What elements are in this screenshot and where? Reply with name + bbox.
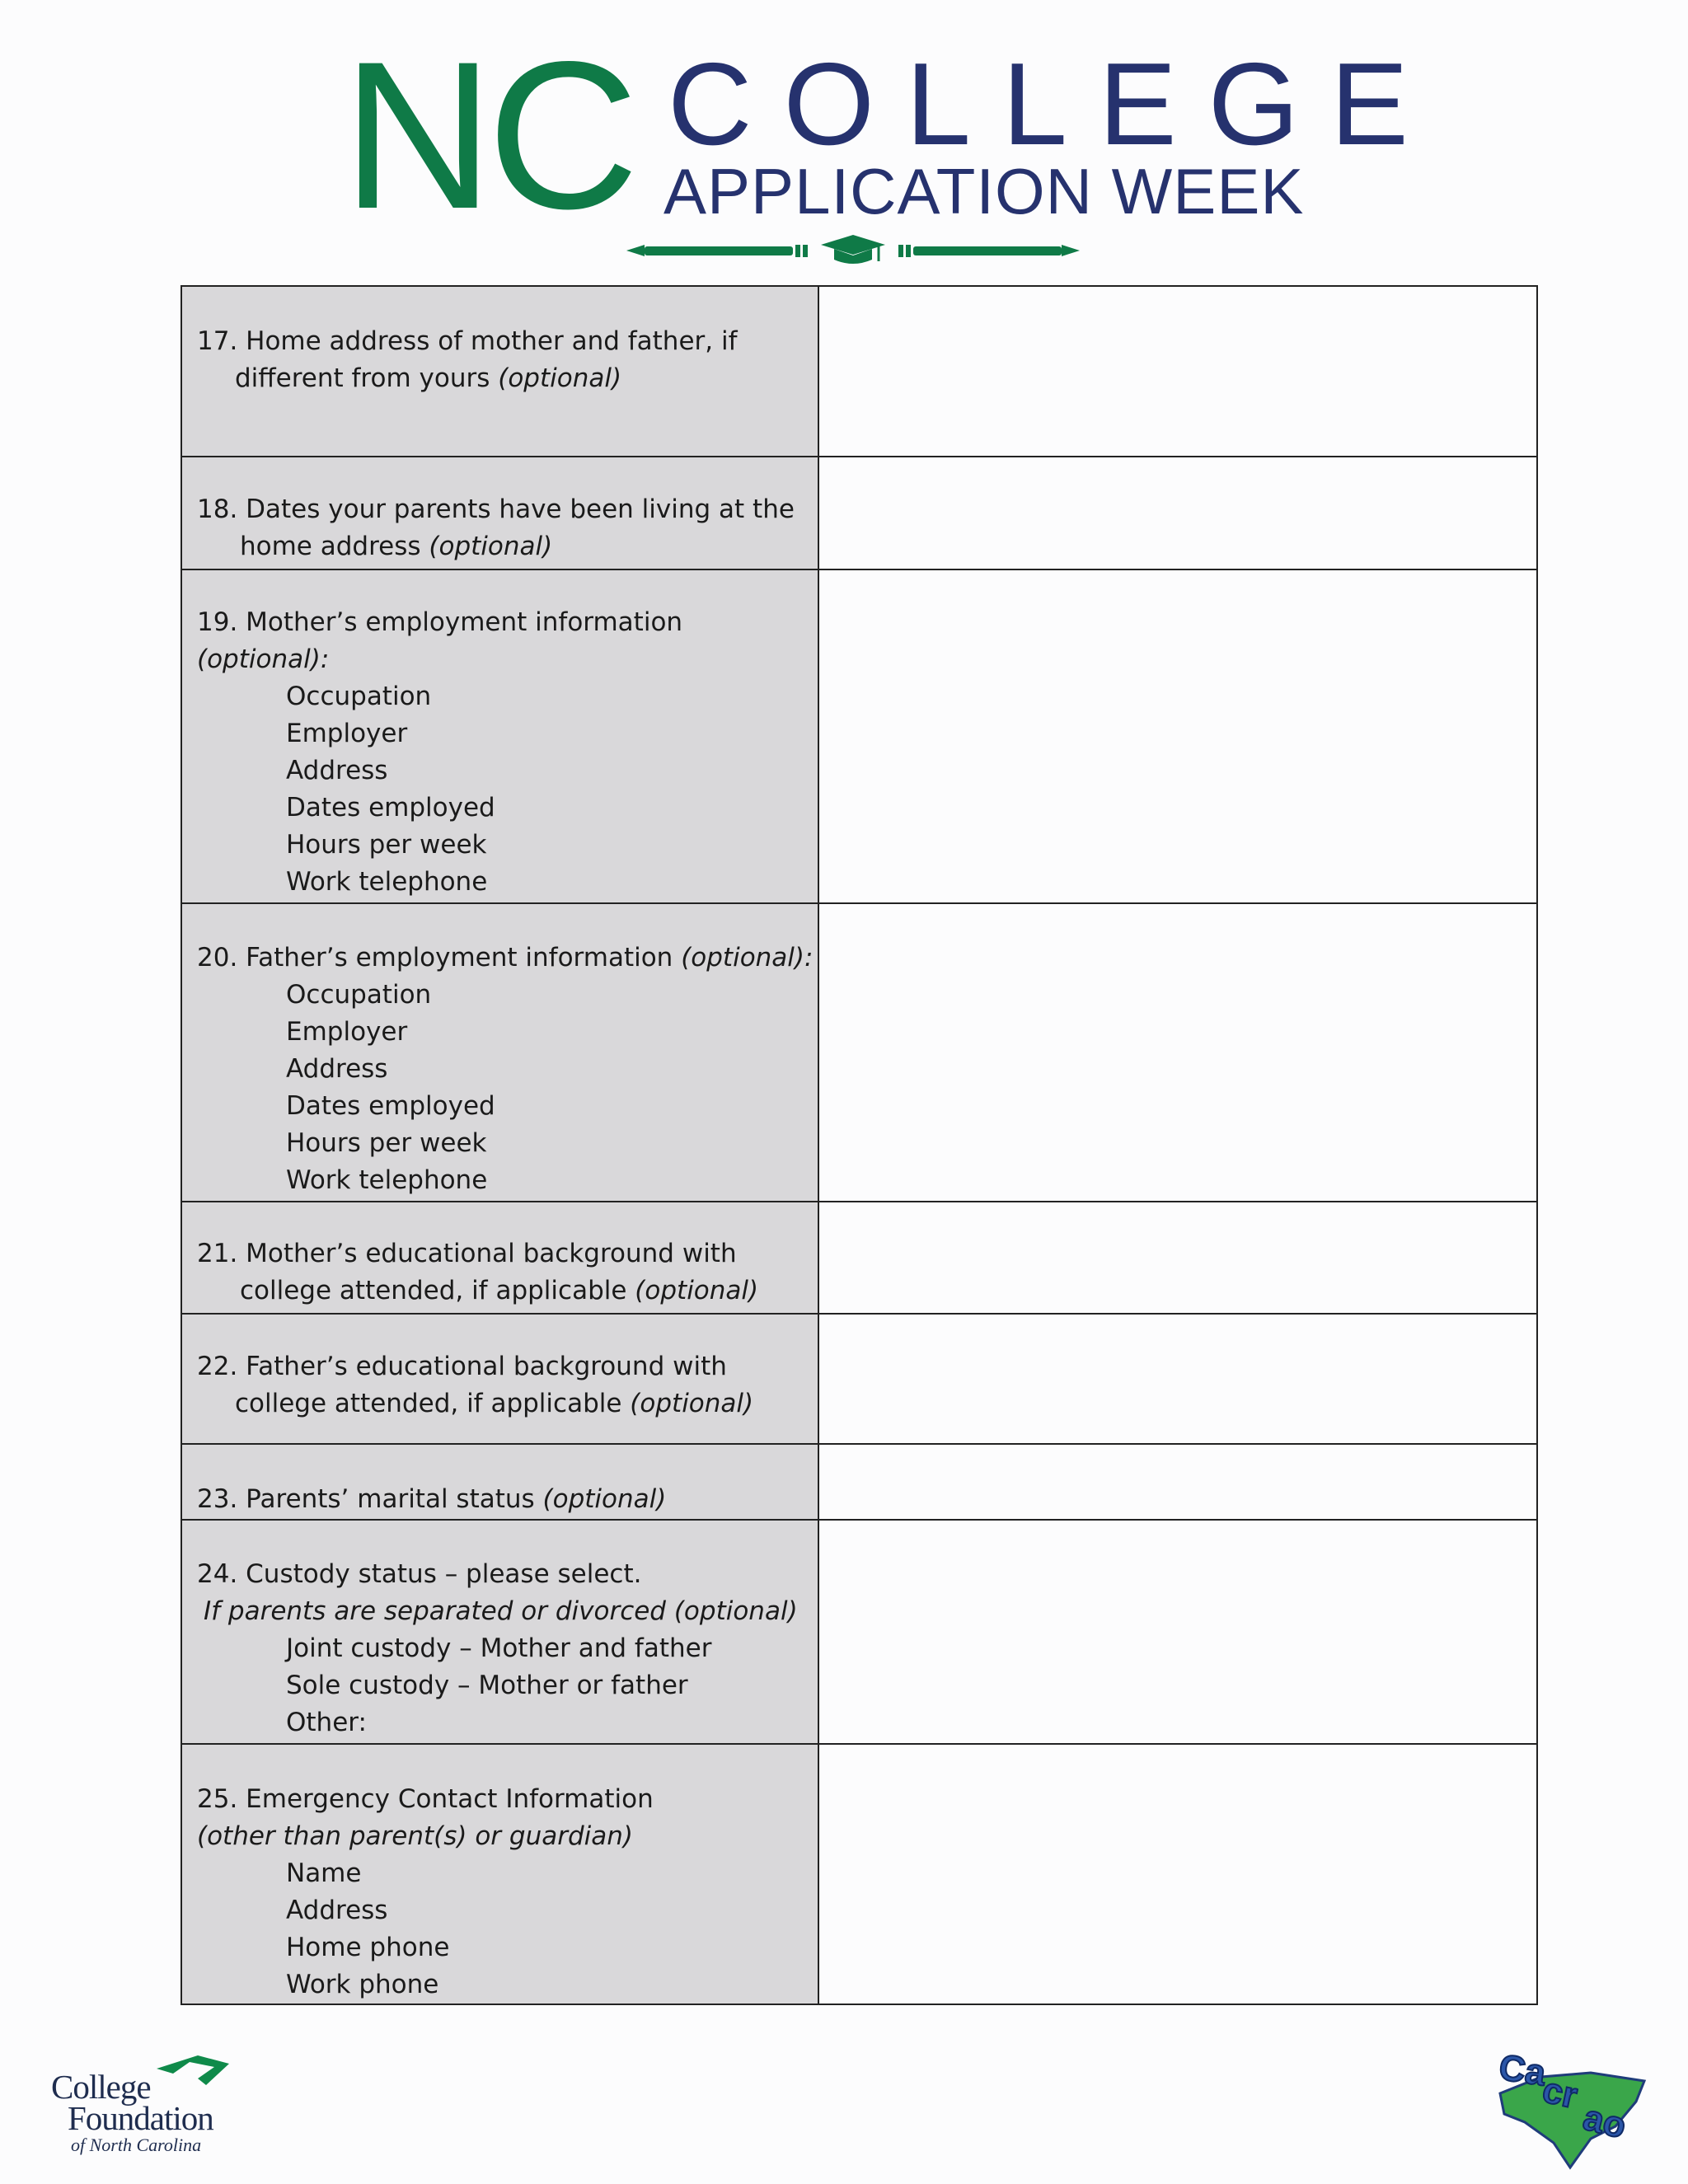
question-20-item: Occupation (286, 980, 432, 1010)
question-20-line1: 20. Father’s employment information (197, 943, 682, 972)
question-20-optional: (optional): (681, 943, 814, 972)
question-25-line1: 25. Emergency Contact Information (197, 1784, 654, 1814)
college-logo-text: COLLEGE (668, 39, 1440, 170)
question-19-item: Work telephone (286, 867, 488, 897)
cfnc-line1: College (51, 2068, 151, 2106)
pencil-graduation-cap-icon (626, 227, 1080, 276)
question-20-item: Work telephone (286, 1165, 488, 1195)
question-19-item: Address (286, 756, 388, 785)
college-foundation-logo (49, 2052, 247, 2155)
question-19-item: Occupation (286, 682, 432, 711)
question-20-item: Dates employed (286, 1091, 495, 1121)
question-24-line1: 24. Custody status – please select. (197, 1559, 642, 1589)
question-23-line1: 23. Parents’ marital status (197, 1484, 543, 1514)
question-20-item: Address (286, 1054, 388, 1084)
answer-field-17[interactable] (818, 286, 1537, 457)
question-24-optional: If parents are separated or divorced (optional) (204, 1596, 798, 1626)
custody-option: Sole custody – Mother or father (286, 1671, 688, 1700)
question-25-item: Name (286, 1858, 362, 1888)
custody-option: Other: (286, 1708, 367, 1737)
question-23-optional: (optional) (542, 1484, 667, 1514)
question-17-line2: different from yours (235, 363, 499, 393)
custody-option: Joint custody – Mother and father (286, 1633, 712, 1663)
question-cell-22 (181, 1314, 818, 1444)
question-20-item: Hours per week (286, 1128, 487, 1158)
svg-text:Ca: Ca (1496, 2047, 1549, 2094)
question-19-item: Hours per week (286, 830, 487, 860)
answer-field-22[interactable] (818, 1314, 1537, 1444)
page-header (0, 0, 1688, 280)
question-22-line1: 22. Father’s educational background with (197, 1352, 727, 1381)
form-row-20 (181, 903, 1537, 1202)
question-cell-25 (181, 1744, 818, 2004)
question-18-optional: (optional) (429, 532, 553, 561)
checkmark-icon (157, 2054, 231, 2087)
answer-field-21[interactable] (818, 1202, 1537, 1314)
form-row-18 (181, 457, 1537, 569)
form-row-23 (181, 1444, 1537, 1520)
form-row-21 (181, 1202, 1537, 1314)
question-18-line2: home address (240, 532, 429, 561)
question-cell-17 (181, 286, 818, 457)
answer-field-23[interactable] (818, 1444, 1537, 1520)
cfnc-line2: Foundation (68, 2099, 213, 2137)
question-19-item: Dates employed (286, 793, 495, 823)
question-cell-23 (181, 1444, 818, 1520)
question-19-optional: (optional): (197, 644, 330, 674)
question-25-item: Work phone (286, 1970, 439, 1999)
cfnc-line3: of North Carolina (71, 2135, 202, 2155)
question-21-line2: college attended, if applicable (240, 1276, 635, 1305)
form-row-25 (181, 1744, 1537, 2004)
question-cell-19 (181, 569, 818, 903)
question-21-line1: 21. Mother’s educational background with (197, 1239, 737, 1268)
parent-info-form (181, 285, 1538, 2005)
answer-field-25[interactable] (818, 1744, 1537, 2004)
svg-text:ao: ao (1579, 2097, 1630, 2147)
question-17-line1: 17. Home address of mother and father, if (197, 326, 738, 356)
form-row-17 (181, 286, 1537, 457)
question-cell-24 (181, 1520, 818, 1744)
question-18-line1: 18. Dates your parents have been living at the (197, 494, 795, 524)
question-22-optional: (optional) (630, 1389, 754, 1418)
form-row-19 (181, 569, 1537, 903)
answer-field-24[interactable] (818, 1520, 1537, 1744)
question-17-optional: (optional) (498, 363, 622, 393)
question-25-item: Address (286, 1896, 388, 1925)
question-21-optional: (optional) (635, 1276, 759, 1305)
answer-field-20[interactable] (818, 903, 1537, 1202)
question-cell-21 (181, 1202, 818, 1314)
svg-text:cr: cr (1539, 2069, 1582, 2116)
nc-logo-text: NC (342, 18, 633, 253)
answer-field-18[interactable] (818, 457, 1537, 569)
answer-field-19[interactable] (818, 569, 1537, 903)
question-25-optional: (other than parent(s) or guardian) (197, 1821, 633, 1851)
form-row-22 (181, 1314, 1537, 1444)
application-week-text: APPLICATION WEEK (663, 155, 1305, 227)
question-20-item: Employer (286, 1017, 408, 1047)
question-22-line2: college attended, if applicable (235, 1389, 631, 1418)
question-19-item: Employer (286, 719, 408, 748)
question-cell-18 (181, 457, 818, 569)
question-25-item: Home phone (286, 1933, 450, 1962)
form-row-24 (181, 1520, 1537, 1744)
cacrao-logo (1492, 2044, 1648, 2176)
question-19-line1: 19. Mother’s employment information (197, 607, 683, 637)
question-cell-20 (181, 903, 818, 1202)
